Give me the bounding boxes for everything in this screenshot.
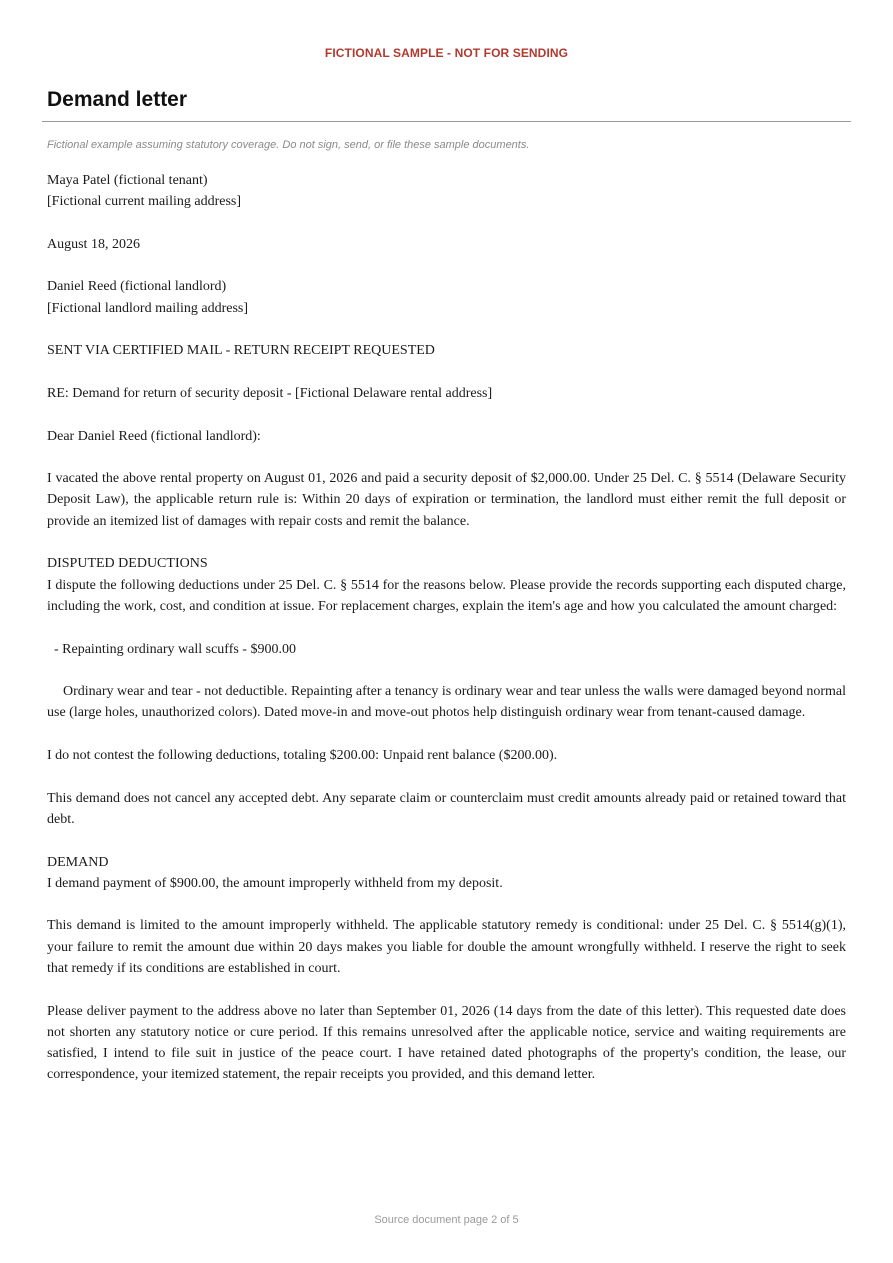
sample-banner: FICTIONAL SAMPLE - NOT FOR SENDING [324, 46, 569, 60]
uncontested-paragraph: I do not contest the following deductions, totaling $200.00: Unpaid rent balance ($200.00). [47, 748, 558, 764]
letter-date: August 18, 2026 [47, 236, 140, 252]
closing-paragraph: Please deliver payment to the address above no later than September 01, 2026 (14 days from the date of this letter). This requested date does not shorten any statutory notice or cure period. If this remains unresolved after the applicable notice, service and waiting requirements are satisfied, I intend to file suit in justice of the peace court. I have retained dated photographs of the property's condition, the lease, our correspondence, your itemized statement, the repair receipts you provided, and this demand letter. [47, 1003, 846, 1083]
letter-body [47, 170, 846, 1107]
demand-paragraph: I demand payment of $900.00, the amount improperly withheld from my deposit. [47, 875, 503, 891]
recipient-name: Daniel Reed (fictional landlord) [47, 279, 227, 295]
disputed-paragraph: I dispute the following deductions under 25 Del. C. § 5514 for the reasons below. Please provide the records supporting each disputed charge, including the work, cost, and condition at issue. For replacement charges, explain the item's age and how you calculated the amount charged: [47, 577, 846, 614]
recipient-block [47, 276, 846, 319]
demand-heading: DEMAND [47, 854, 109, 870]
disputed-item-line: - Repainting ordinary wall scuffs - $900.00 [54, 641, 296, 657]
page-footer: Source document page 2 of 5 [374, 1214, 519, 1226]
recipient-address: [Fictional landlord mailing address] [47, 300, 249, 316]
sender-block [47, 170, 846, 213]
sender-address: [Fictional current mailing address] [47, 194, 241, 210]
disclaimer-note: Fictional example assuming statutory coverage. Do not sign, send, or file these sample documents. [47, 139, 530, 151]
title-divider [42, 121, 851, 122]
salutation: Dear Daniel Reed (fictional landlord): [47, 428, 261, 444]
disputed-item [47, 639, 846, 724]
page-title: Demand letter [47, 88, 188, 111]
debt-note-paragraph: This demand does not cancel any accepted debt. Any separate claim or counterclaim must credit amounts already paid or retained toward that debt. [47, 790, 846, 827]
sender-name: Maya Patel (fictional tenant) [47, 173, 208, 188]
remedy-paragraph: This demand is limited to the amount improperly withheld. The applicable statutory remedy is conditional: under 25 Del. C. § 5514(g)(1), your failure to remit the amount due within 20 days makes you liable for double the amount wrongfully withheld. I reserve the right to seek that remedy if its conditions are established in court. [47, 918, 846, 976]
delivery-method: SENT VIA CERTIFIED MAIL - RETURN RECEIPT REQUESTED [47, 343, 435, 359]
disputed-heading: DISPUTED DEDUCTIONS [47, 556, 208, 572]
subject-line: RE: Demand for return of security deposit - [Fictional Delaware rental address] [47, 385, 493, 401]
intro-paragraph: I vacated the above rental property on August 01, 2026 and paid a security deposit of $2,000.00. Under 25 Del. C. § 5514 (Delaware Security Deposit Law), the applicable return rule is: Within 20 days of expiration or termination, the landlord must either remit the full deposit or provide an itemized list of damages with repair costs and remit the balance. [47, 471, 846, 529]
disputed-item-reason: Ordinary wear and tear - not deductible. Repainting after a tenancy is ordinary wear and tear unless the walls were damaged beyond normal use (large holes, unauthorized colors). Dated move-in and move-out photos help distinguish ordinary wear from tenant-caused damage. [47, 684, 846, 721]
